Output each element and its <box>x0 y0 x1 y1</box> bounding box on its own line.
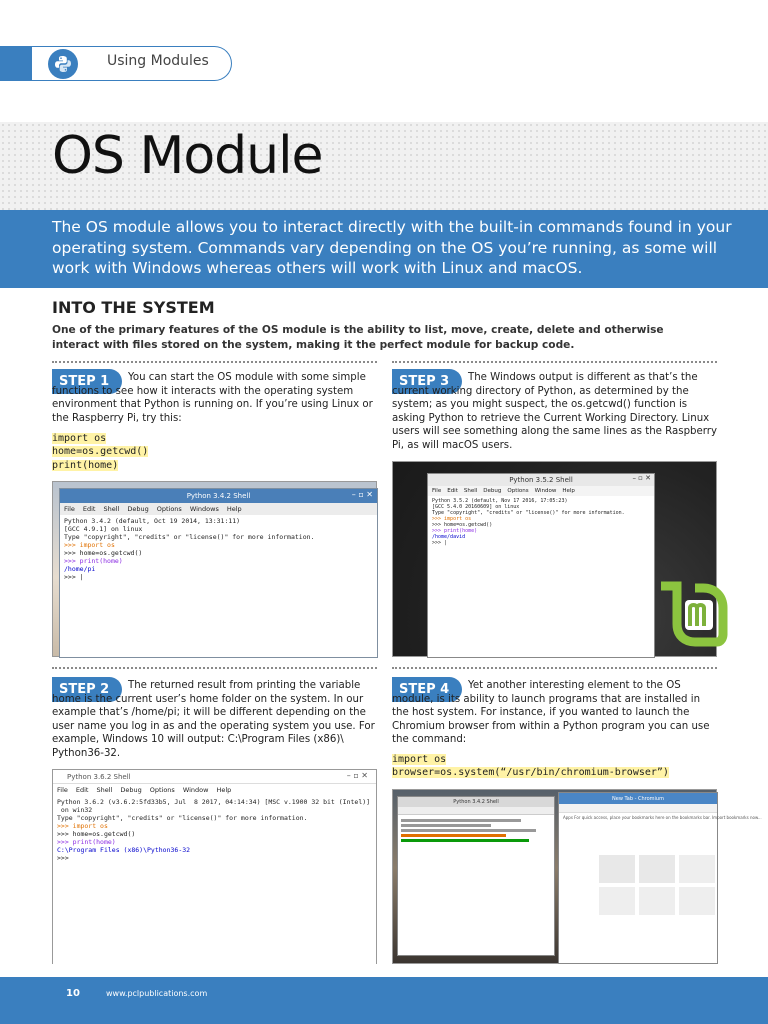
code-line: import os <box>392 754 447 765</box>
step-3-text: The Windows output is different as that’s the current working directory of Python, as determined by the system; as you might suspect, the os.getcwd() function is asking Python to retrieve the Current Working Directory. Linux users will see something along the same lines as the Raspberry Pi, as will macOS users. <box>392 372 717 451</box>
shell-line: >>> import os <box>432 516 472 522</box>
window-title: Python 3.4.2 Shell <box>453 799 499 805</box>
window-controls-icon[interactable]: – ▫ ✕ <box>346 771 368 780</box>
menu-item[interactable]: File <box>432 488 442 494</box>
menu-item[interactable]: Window <box>182 786 209 794</box>
menu-item[interactable]: Shell <box>96 786 113 794</box>
shell-line: >>> import os <box>64 541 115 549</box>
bookmarks-bar: Apps For quick access, place your bookmarks here on the bookmarks bar. Import bookmarks now... <box>563 815 762 820</box>
menu-item[interactable]: Debug <box>120 786 142 794</box>
step-4-text: Yet another interesting element to the OS module, is its ability to launch programs that are installed in the host system. For instance, if you wanted to launch the Chromium browser from within a Python program you can use the command: <box>392 680 710 746</box>
screenshot-python-shell-windows <box>52 769 377 964</box>
shell-line: >>> print(home) <box>64 557 123 565</box>
window-title: Python 3.4.2 Shell <box>186 492 251 500</box>
step-1-code <box>52 432 148 472</box>
screenshot-chromium-launch <box>392 789 762 964</box>
menu-item[interactable]: Windows <box>189 505 219 513</box>
menu-item[interactable]: Help <box>226 505 242 513</box>
menu-item[interactable]: Window <box>534 488 557 494</box>
code-line: import os <box>52 433 107 444</box>
step-1-text: You can start the OS module with some simple functions to see how it interacts with the operating system environment that Python is running on. If you’re using Linux or the Raspberry Pi, try this: <box>52 372 373 424</box>
window-controls-icon[interactable]: – ▫ ✕ <box>632 474 651 482</box>
shell-line: >>> import os <box>57 822 108 830</box>
shell-line: >>> home=os.getcwd() <box>432 522 493 528</box>
step-1-badge: STEP 1 <box>52 369 122 394</box>
linux-mint-logo-icon <box>655 580 725 652</box>
shell-line: >>> home=os.getcwd() <box>64 549 143 557</box>
menu-bar <box>398 807 554 815</box>
menu-bar <box>428 486 654 496</box>
shell-line: Python 3.5.2 (default, Nov 17 2016, 17:05:23) <box>432 498 568 504</box>
shell-line: Type "copyright", "credits" or "license()" for more information. <box>57 814 308 822</box>
shell-line: >>> | <box>64 573 84 581</box>
divider <box>392 667 717 669</box>
menu-item[interactable]: Options <box>507 488 529 494</box>
browser-tab[interactable]: New Tab - Chromium <box>559 793 717 804</box>
tile-thumbnail[interactable] <box>639 887 675 915</box>
tile-thumbnail[interactable] <box>679 887 715 915</box>
menu-item[interactable]: Debug <box>127 505 149 513</box>
tile-thumbnail[interactable] <box>679 855 715 883</box>
shell-line: >>> print(home) <box>432 528 478 534</box>
python-logo-icon <box>48 49 78 79</box>
shell-line: >>> <box>57 854 69 862</box>
step-4-code <box>392 753 669 780</box>
section-subtitle: One of the primary features of the OS module is the ability to list, move, create, delete and otherwise interact with files stored on the system, making it the perfect module for backup code. <box>52 324 664 351</box>
shell-output[interactable] <box>60 515 377 657</box>
tile-thumbnail[interactable] <box>639 855 675 883</box>
shell-line: Type "copyright", "credits" or "license()" for more information. <box>432 510 625 516</box>
window-title: Python 3.5.2 Shell <box>509 476 573 484</box>
code-line: browser=os.system(“/usr/bin/chromium-browser”) <box>392 767 669 779</box>
shell-line: on win32 <box>57 806 93 814</box>
menu-bar <box>60 503 377 515</box>
shell-output[interactable] <box>398 815 554 846</box>
step-2-text: The returned result from printing the variable home is the current user’s home folder on the system. In our example that’s /home/pi; it will be different depending on the user name you log in as and the operating system you use. For example, Windows 10 will output: C:\Program Files (x86)\ Python36-32. <box>52 680 375 759</box>
section-header-tab <box>0 46 232 81</box>
page-number: 10 <box>66 988 80 999</box>
footer-bar <box>0 977 768 1024</box>
screenshot-python-shell-pi <box>52 481 377 657</box>
menu-item[interactable]: Help <box>562 488 575 494</box>
menu-item[interactable]: Debug <box>483 488 502 494</box>
menu-item[interactable]: Shell <box>103 505 120 513</box>
code-line: home=os.getcwd() <box>52 446 149 458</box>
window-controls-icon[interactable]: – ▫ ✕ <box>351 490 373 499</box>
menu-item[interactable]: Help <box>216 786 232 794</box>
section-heading: INTO THE SYSTEM <box>52 298 215 317</box>
page-title: OS Module <box>52 126 323 186</box>
code-line: print(home) <box>52 459 119 471</box>
shell-line: [GCC 4.9.1] on linux <box>64 525 143 533</box>
shell-line: Type "copyright", "credits" or "license()" for more information. <box>64 533 315 541</box>
shell-line: >>> | <box>432 540 448 546</box>
menu-item[interactable]: Edit <box>82 505 96 513</box>
menu-item[interactable]: Options <box>149 786 175 794</box>
divider <box>392 361 717 363</box>
step-4-badge: STEP 4 <box>392 677 462 702</box>
menu-item[interactable]: Options <box>156 505 182 513</box>
step-3-badge: STEP 3 <box>392 369 462 394</box>
tile-thumbnail[interactable] <box>599 887 635 915</box>
window-title: Python 3.6.2 Shell <box>67 772 131 781</box>
tile-thumbnail[interactable] <box>599 855 635 883</box>
shell-line: C:\Program Files (x86)\Python36-32 <box>57 846 191 854</box>
menu-item[interactable]: File <box>64 505 75 513</box>
step-2-badge: STEP 2 <box>52 677 122 702</box>
section-label: Using Modules <box>107 53 209 69</box>
shell-output[interactable] <box>428 496 654 548</box>
intro-paragraph: The OS module allows you to interact directly with the built-in commands found in your operating system. Commands vary depending on the OS you’re running, as some will work with Windows whereas others will work with Linux and macOS. <box>52 218 732 277</box>
shell-line: /home/david <box>432 534 466 540</box>
menu-item[interactable]: File <box>57 786 68 794</box>
menu-bar <box>53 784 376 796</box>
menu-item[interactable]: Shell <box>463 488 478 494</box>
address-bar[interactable] <box>559 804 717 813</box>
shell-line: >>> print(home) <box>57 838 116 846</box>
menu-item[interactable]: Edit <box>75 786 89 794</box>
shell-line: /home/pi <box>64 565 96 573</box>
shell-line: Python 3.4.2 (default, Oct 19 2014, 13:31:11) <box>64 517 241 525</box>
shell-output[interactable] <box>53 796 376 964</box>
screenshot-python-shell-mint <box>392 461 717 657</box>
divider <box>52 667 377 669</box>
shell-line: >>> home=os.getcwd() <box>57 830 136 838</box>
divider <box>52 361 377 363</box>
footer-url: www.pclpublications.com <box>106 989 208 998</box>
menu-item[interactable]: Edit <box>447 488 458 494</box>
shell-line: [GCC 5.4.0 20160609] on linux <box>432 504 520 510</box>
shell-line: Python 3.6.2 (v3.6.2:5fd33b5, Jul 8 2017, 04:14:34) [MSC v.1900 32 bit (Intel)] <box>57 798 371 806</box>
